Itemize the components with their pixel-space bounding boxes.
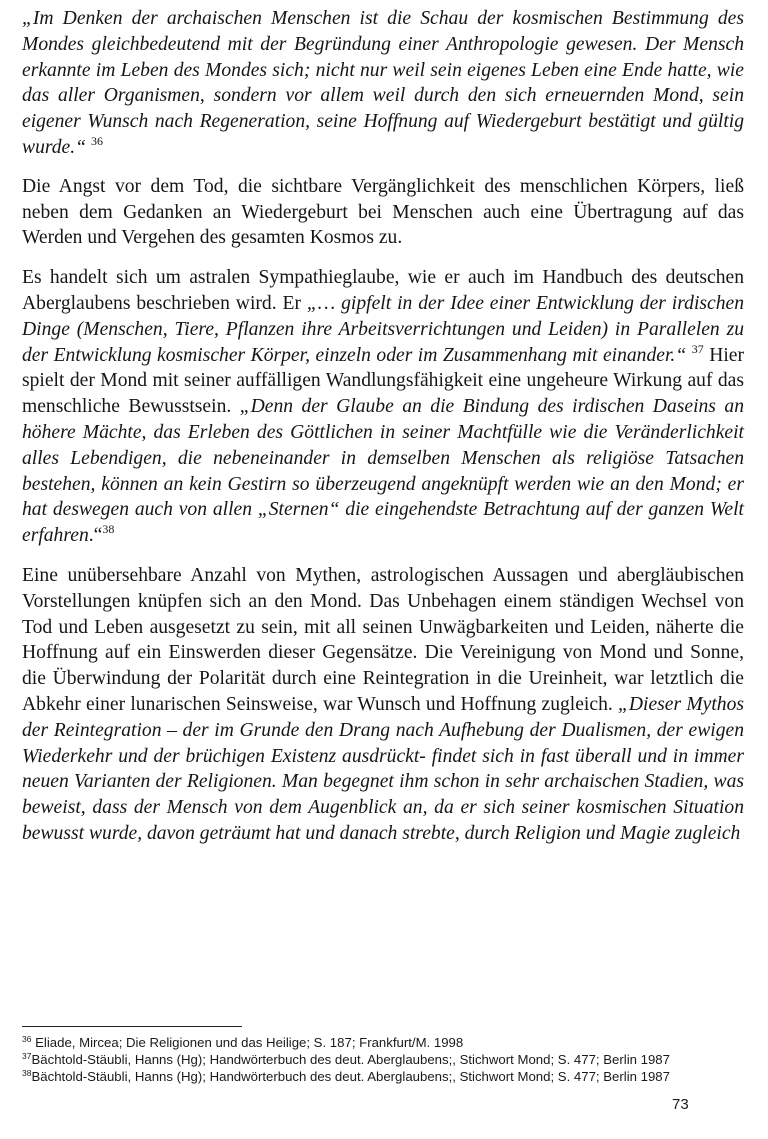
paragraph-astral-sympathy <box>22 265 744 549</box>
reintegration-quote: „Dieser Mythos der Reintegration – der im Grunde den Drang nach Aufhebung der Dualismen, der ewigen Wiederkehr und der brüchigen Existenz ausdrückt- findet sich in fast überall und in immer neuen Varianten der Religionen. Man begegnet ihm schon in sehr archaischen Stadien, was beweist, dass der Mensch von dem Augenblick an, da er sich seiner kosmischen Situation bewusst wurde, davon geträumt hat und danach strebte, durch Religion und Magie zugleich <box>22 693 745 844</box>
paragraph-lead-text: Es handelt sich um astralen Sympathieglaube, wie er auch im Handbuch des deutschen Aberglaubens beschrieben wird. Er <box>22 267 744 314</box>
footnote-36 <box>22 1034 742 1051</box>
paragraph-myths <box>22 563 744 847</box>
footnote-reference-36[interactable]: 36 <box>90 133 103 148</box>
footnotes <box>22 1034 742 1085</box>
footnote-separator <box>22 1026 242 1027</box>
footnote-number: 36 <box>22 1034 32 1044</box>
footnote-text: Bächtold-Stäubli, Hanns (Hg); Handwörterbuch des deut. Aberglaubens;, Stichwort Mond; S. 477; Berlin 1987 <box>31 1069 670 1084</box>
footnote-37 <box>22 1051 742 1068</box>
quote-closing-mark: .“ <box>88 525 103 547</box>
paragraph-lead-text: Eine unübersehbare Anzahl von Mythen, astrologischen Aussagen und abergläubischen Vorstellungen knüpfen sich an den Mond. Das Unbehagen einem ständigen Wechsel von Tod und Leben ausgesetzt zu sein, mit all seinen Unwägbarkeiten und Leiden, näherte die Hoffnung auf ein Einswerden dieser Gegensätze. Die Vereinigung von Mond und Sonne, die Überwindung der Polarität durch eine Reintegration in die Ureinheit, war letztlich die Abkehr einer lunarischen Seinsweise, war Wunsch und Hoffnung zugleich. <box>22 564 744 715</box>
footnote-reference-37[interactable]: 37 <box>691 341 704 356</box>
footnote-number: 38 <box>22 1068 32 1078</box>
paragraph-middle-text: Hier spielt der Mond mit seiner auffälligen Wandlungsfähigkeit eine ungeheure Wirkung auf das menschliche Bewusstsein. <box>22 344 745 418</box>
footnote-reference-38[interactable]: 38 <box>102 522 115 537</box>
paragraph-eliade-quote <box>22 6 744 161</box>
faith-quote: „Denn der Glaube an die Bindung des irdischen Daseins an höhere Mächte, das Erleben des Göttlichen in seiner Machtfülle wie die Veränderlichkeit alles Lebendigen, die nebeneinander in demselben Menschen als religiöse Tatsachen bestehen, können an kein Gestirn so überzeugend angeknüpft werden wie an den Mond; er hat deswegen auch von allen „Sternen“ die eingehendste Betrachtung auf der ganzen Welt erfahren <box>22 396 744 547</box>
page-number: 73 <box>672 1096 689 1113</box>
footnote-text: Eliade, Mircea; Die Religionen und das Heilige; S. 187; Frankfurt/M. 1998 <box>31 1035 464 1050</box>
handbook-quote: „… gipfelt in der Idee einer Entwicklung der irdischen Dinge (Menschen, Tiere, Pflanzen ihre Arbeitsverrichtungen und Leiden) in Parallelen zu der Entwicklung kosmischer Körper, einzeln oder im Zusammenhang mit einander.“ <box>22 292 745 366</box>
paragraph-text: Die Angst vor dem Tod, die sichtbare Vergänglichkeit des menschlichen Körpers, ließ neben dem Gedanken an Wiedergeburt bei Menschen auch eine Übertragung auf das Werden und Vergehen des gesamten Kosmos zu. <box>22 175 744 249</box>
paragraph-fear-of-death <box>22 174 744 251</box>
eliade-quote: „Im Denken der archaischen Menschen ist die Schau der kosmischen Bestimmung des Mondes gleichbedeutend mit der Begründung einer Anthropologie gewesen. Der Mensch erkannte im Leben des Mondes sich; nicht nur weil sein eigenes Leben eine Ende hatte, wie das aller Organismen, sondern vor allem weil durch den sich erneuernden Mond, sein eigener Wunsch nach Regeneration, seine Hoffnung auf Wiedergeburt bestätigt und gültig wurde.“ <box>22 8 744 158</box>
footnote-38 <box>22 1068 742 1085</box>
body-text <box>22 6 744 861</box>
footnote-text: Bächtold-Stäubli, Hanns (Hg); Handwörterbuch des deut. Aberglaubens;, Stichwort Mond; S. 477; Berlin 1987 <box>31 1052 670 1067</box>
footnote-number: 37 <box>22 1051 32 1061</box>
